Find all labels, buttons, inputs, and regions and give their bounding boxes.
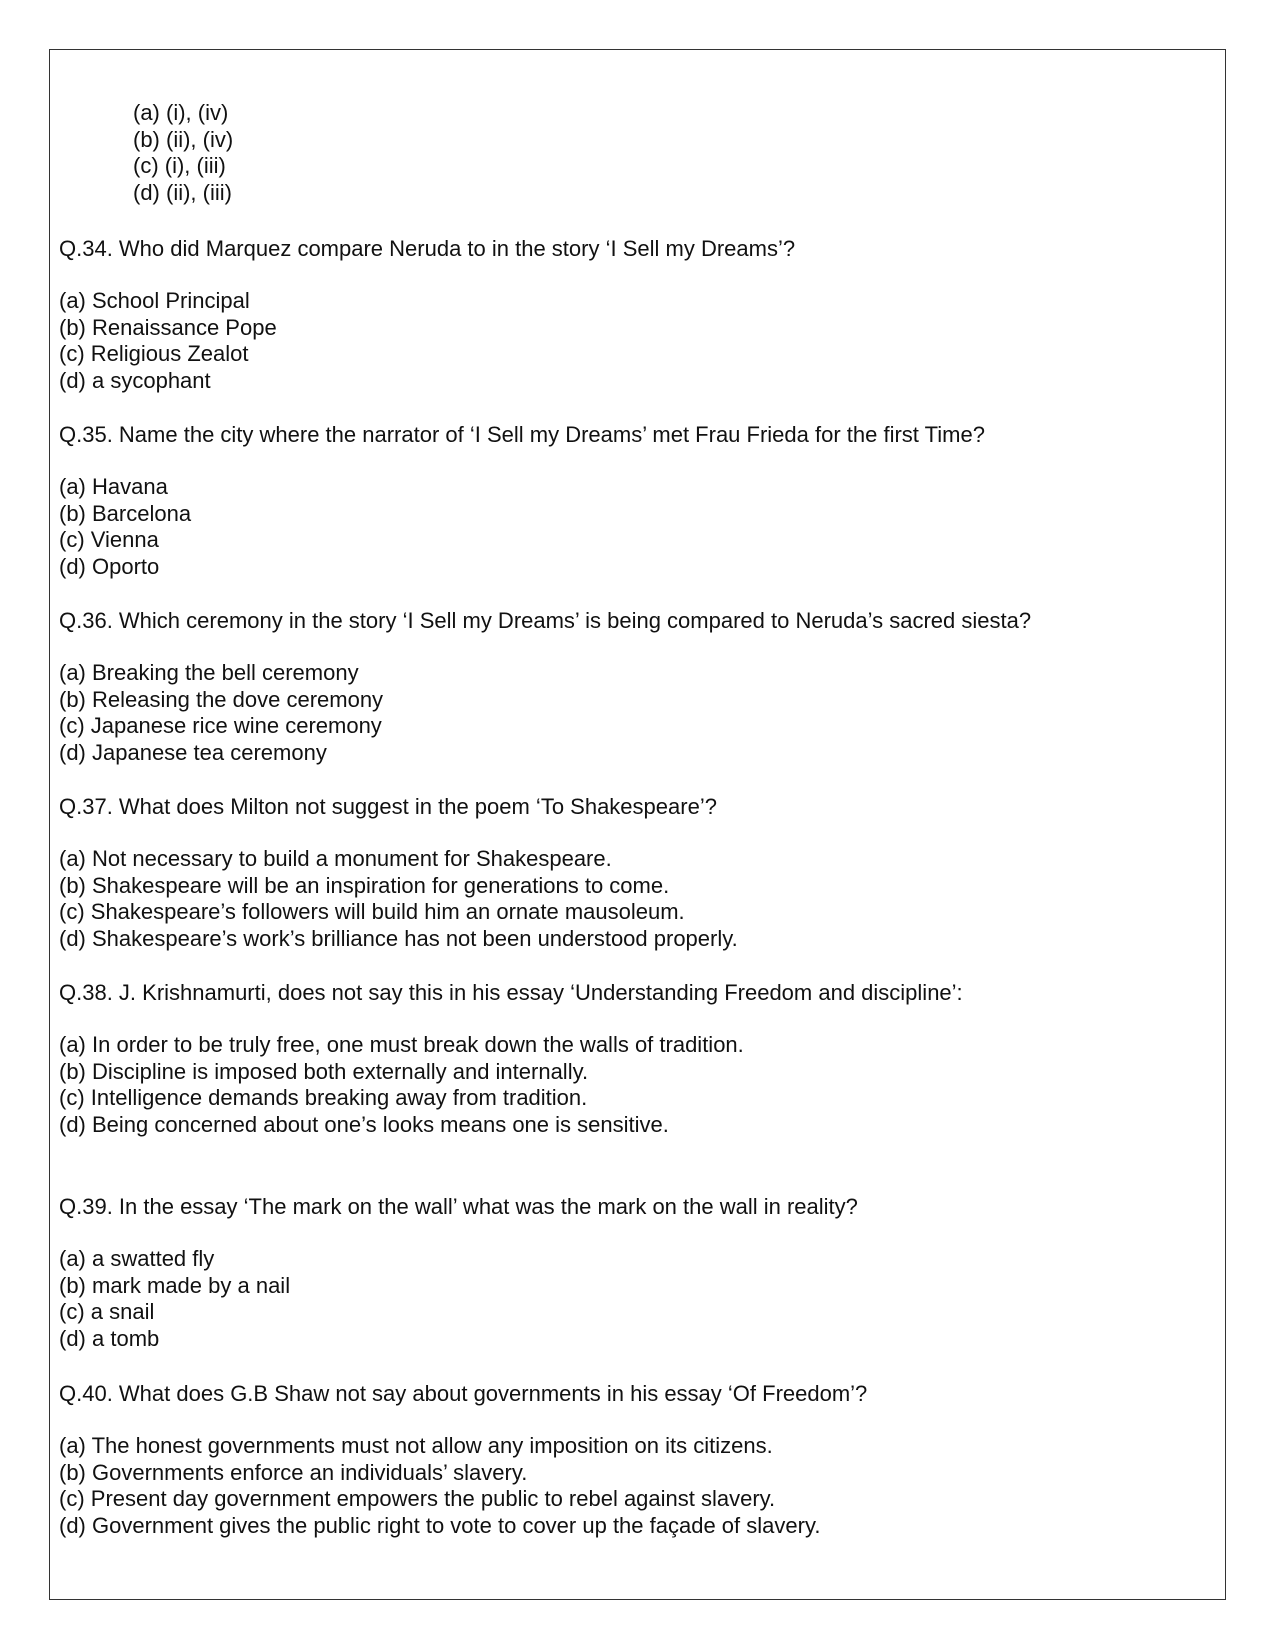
- option-list: [59, 660, 1209, 766]
- option-a: (a) a swatted fly: [59, 1246, 215, 1271]
- option-list: [59, 1246, 1209, 1352]
- option-b: (b) Governments enforce an individuals’ slavery.: [59, 1459, 528, 1485]
- option-a: (a) Not necessary to build a monument for Shakespeare.: [59, 846, 612, 871]
- option-list: [59, 288, 1209, 394]
- option-b: (b) Shakespeare will be an inspiration for generations to come.: [59, 872, 670, 898]
- option-a: (a) Havana: [59, 474, 168, 499]
- option-c: (c) Shakespeare’s followers will build him an ornate mausoleum.: [59, 899, 685, 924]
- option-b: (b) Barcelona: [59, 500, 192, 526]
- option-d: (d) Shakespeare’s work’s brilliance has not been understood properly.: [59, 925, 738, 951]
- option-c: (c) Japanese rice wine ceremony: [59, 713, 382, 738]
- option-a: (a) School Principal: [59, 288, 250, 313]
- option-d: (d) a tomb: [59, 1325, 160, 1351]
- question-34: [59, 236, 1209, 394]
- option-c: (c) (i), (iii): [133, 153, 226, 178]
- option-b: (b) mark made by a nail: [59, 1272, 291, 1298]
- option-b: (b) Renaissance Pope: [59, 314, 277, 340]
- option-c: (c) a snail: [59, 1299, 155, 1324]
- option-list: [59, 846, 1209, 952]
- option-d: (d) Being concerned about one’s looks means one is sensitive.: [59, 1111, 669, 1137]
- option-a: (a) (i), (iv): [133, 100, 229, 125]
- option-d: (d) Japanese tea ceremony: [59, 739, 327, 765]
- option-b: (b) Discipline is imposed both externally and internally.: [59, 1058, 589, 1084]
- option-list: [59, 474, 1209, 580]
- question-text: Q.38. J. Krishnamurti, does not say this in his essay ‘Understanding Freedom and discipline’:: [59, 980, 963, 1005]
- option-b: (b) (ii), (iv): [133, 126, 234, 152]
- question-text: Q.34. Who did Marquez compare Neruda to in the story ‘I Sell my Dreams’?: [59, 236, 796, 261]
- question-text: Q.36. Which ceremony in the story ‘I Sell my Dreams’ is being compared to Neruda’s sacred siesta?: [59, 608, 1032, 633]
- question-text: Q.37. What does Milton not suggest in the poem ‘To Shakespeare’?: [59, 794, 717, 819]
- question-35: [59, 422, 1209, 580]
- question-40: [59, 1381, 1209, 1539]
- question-38: [59, 980, 1209, 1138]
- question-36: [59, 608, 1209, 766]
- question-text: Q.35. Name the city where the narrator of ‘I Sell my Dreams’ met Frau Frieda for the first Time?: [59, 422, 985, 447]
- option-c: (c) Present day government empowers the public to rebel against slavery.: [59, 1486, 776, 1511]
- option-a: (a) Breaking the bell ceremony: [59, 660, 359, 685]
- option-list: [59, 1032, 1209, 1138]
- previous-question-options: [133, 100, 233, 206]
- option-a: (a) In order to be truly free, one must break down the walls of tradition.: [59, 1032, 744, 1057]
- option-a: (a) The honest governments must not allow any imposition on its citizens.: [59, 1433, 773, 1458]
- option-b: (b) Releasing the dove ceremony: [59, 686, 384, 712]
- question-39: [59, 1194, 1209, 1352]
- question-text: Q.40. What does G.B Shaw not say about governments in his essay ‘Of Freedom’?: [59, 1381, 868, 1406]
- option-d: (d) a sycophant: [59, 367, 211, 393]
- option-c: (c) Vienna: [59, 527, 159, 552]
- question-37: [59, 794, 1209, 952]
- option-d: (d) (ii), (iii): [133, 179, 232, 205]
- option-d: (d) Oporto: [59, 553, 160, 579]
- option-c: (c) Religious Zealot: [59, 341, 249, 366]
- option-d: (d) Government gives the public right to vote to cover up the façade of slavery.: [59, 1512, 821, 1538]
- option-list: [59, 1433, 1209, 1539]
- option-c: (c) Intelligence demands breaking away from tradition.: [59, 1085, 588, 1110]
- question-text: Q.39. In the essay ‘The mark on the wall’ what was the mark on the wall in reality?: [59, 1194, 858, 1219]
